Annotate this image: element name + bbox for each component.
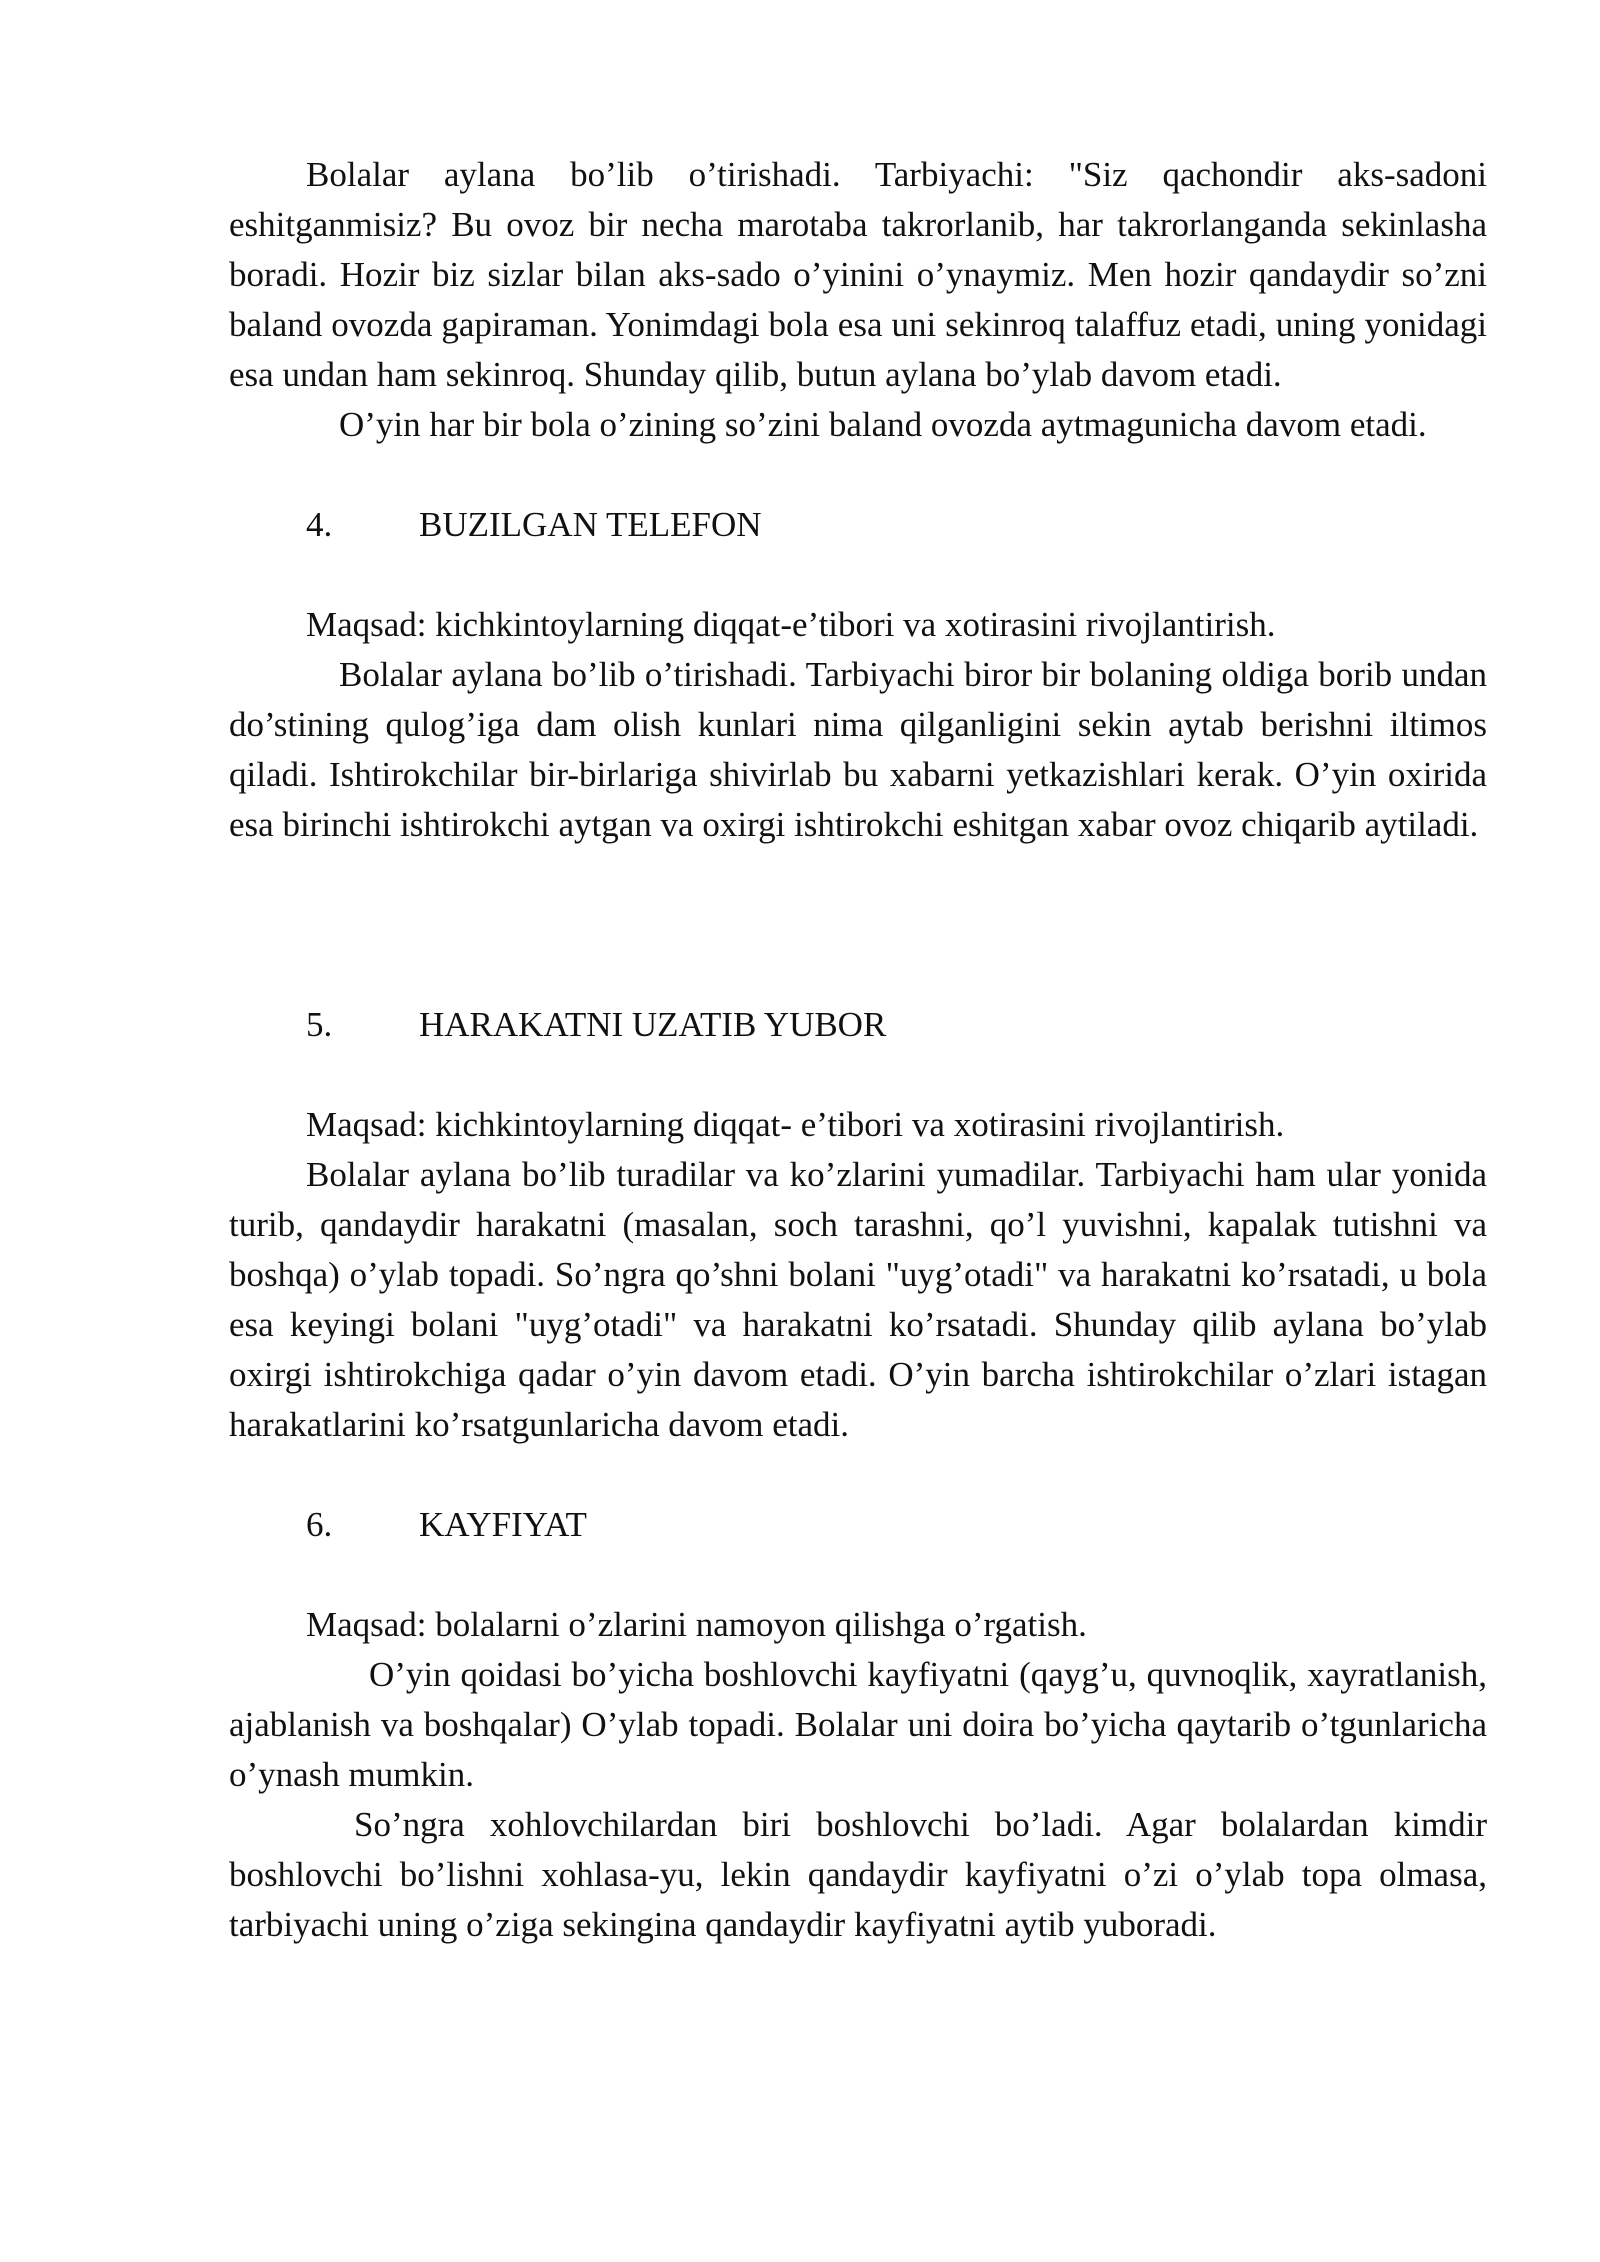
spacer bbox=[229, 850, 1487, 1000]
section-4-heading bbox=[229, 500, 1487, 550]
section-6-title: KAYFIYAT bbox=[419, 1505, 587, 1544]
section-6-number: 6. bbox=[306, 1505, 333, 1544]
section-5-title: HARAKATNI UZATIB YUBOR bbox=[419, 1005, 887, 1044]
spacer bbox=[229, 550, 1487, 600]
document-page bbox=[229, 150, 1487, 1950]
section-4-title: BUZILGAN TELEFON bbox=[419, 505, 762, 544]
section-4-body: Bolalar aylana bo’lib o’tirishadi. Tarbiyachi biror bir bolaning oldiga borib undan do’stining qulog’iga dam olish kunlari nima qilganligini sekin aytab berishni iltimos qiladi. Ishtirokchilar bir-birlariga shivirlab bu xabarni yetkazishlari kerak. O’yin oxirida esa birinchi ishtirokchi aytgan va oxirgi ishtirokchi eshitgan xabar ovoz chiqarib aytiladi. bbox=[229, 655, 1487, 844]
section-4-number: 4. bbox=[306, 505, 333, 544]
echo-paragraph-2: O’yin har bir bola o’zining so’zini baland ovozda aytmagunicha davom etadi. bbox=[339, 405, 1427, 444]
section-4-goal: Maqsad: kichkintoylarning diqqat-e’tibori va xotirasini rivojlantirish. bbox=[306, 605, 1276, 644]
section-5-heading bbox=[229, 1000, 1487, 1050]
section-5-goal: Maqsad: kichkintoylarning diqqat- e’tibori va xotirasini rivojlantirish. bbox=[306, 1105, 1285, 1144]
section-5-body: Bolalar aylana bo’lib turadilar va ko’zlarini yumadilar. Tarbiyachi ham ular yonida turib, qandaydir harakatni (masalan, soch tarashni, qo’l yuvishni, kapalak tutishni va boshqa) o’ylab topadi. So’ngra qo’shni bolani "uyg’otadi" va harakatni ko’rsatadi, u bola esa keyingi bolani "uyg’otadi" va harakatni ko’rsatadi. Shunday qilib aylana bo’ylab oxirgi ishtirokchiga qadar o’yin davom etadi. O’yin barcha ishtirokchilar o’zlari istagan harakatlarini ko’rsatgunlaricha davom etadi. bbox=[229, 1155, 1487, 1444]
spacer bbox=[229, 1050, 1487, 1100]
echo-paragraph-1: Bolalar aylana bo’lib o’tirishadi. Tarbiyachi: "Siz qachondir aks-sadoni eshitganmisiz? Bu ovoz bir necha marotaba takrorlanib, har takrorlanganda sekinlasha boradi. Hozir biz sizlar bilan aks-sado o’yinini o’ynaymiz. Men hozir qandaydir so’zni baland ovozda gapiraman. Yonimdagi bola esa uni sekinroq talaffuz etadi, uning yonidagi esa undan ham sekinroq. Shunday qilib, butun aylana bo’ylab davom etadi. bbox=[229, 155, 1487, 394]
section-5-number: 5. bbox=[306, 1005, 333, 1044]
section-6-body-1: O’yin qoidasi bo’yicha boshlovchi kayfiyatni (qayg’u, quvnoqlik, xayratlanish, ajablanish va boshqalar) O’ylab topadi. Bolalar uni doira bo’yicha qaytarib o’tgunlaricha o’ynash mumkin. bbox=[229, 1655, 1487, 1794]
section-6-body-2: So’ngra xohlovchilardan biri boshlovchi bo’ladi. Agar bolalardan kimdir boshlovchi bo’lishni xohlasa-yu, lekin qandaydir kayfiyatni o’zi o’ylab topa olmasa, tarbiyachi uning o’ziga sekingina qandaydir kayfiyatni aytib yuboradi. bbox=[229, 1805, 1487, 1944]
section-6-heading bbox=[229, 1500, 1487, 1550]
spacer bbox=[229, 1450, 1487, 1500]
spacer bbox=[229, 450, 1487, 500]
spacer bbox=[229, 1550, 1487, 1600]
section-6-goal: Maqsad: bolalarni o’zlarini namoyon qilishga o’rgatish. bbox=[306, 1605, 1087, 1644]
